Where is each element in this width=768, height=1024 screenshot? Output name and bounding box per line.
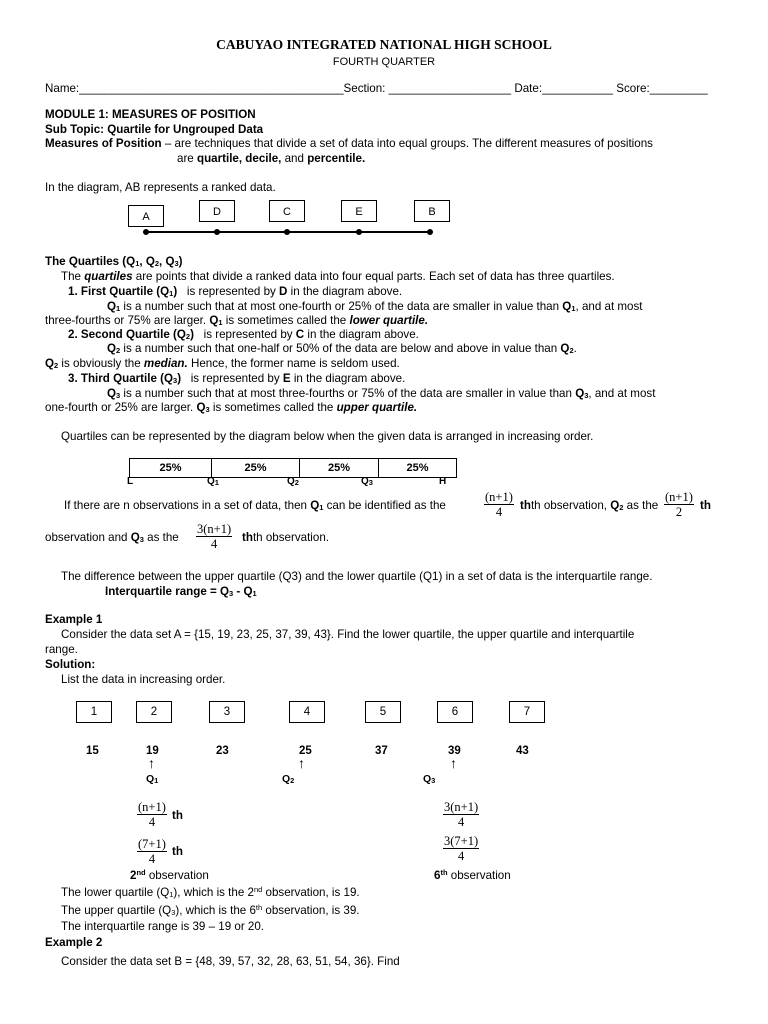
point-a [143, 229, 149, 235]
lf2-num: (7+1) [138, 837, 166, 851]
obs-right-text: observation [447, 869, 511, 882]
q2-median-pre: is obviously the [58, 357, 144, 370]
work-left-th-2: th [172, 845, 183, 858]
box-c: C [269, 200, 305, 222]
iqr-t3: ) in a set of data is the interquartile range. [438, 570, 653, 583]
q2m: Q [282, 773, 291, 785]
example-1-problem: Consider the data set A = {15, 19, 23, 25, 37, 39, 43}. Find the lower quartile, the upper quartile and interquartile [61, 628, 635, 641]
q1-desc2-text: three-fourths or 75% are larger. [45, 314, 210, 327]
iqr-t2: ) and the lower quartile (Q [297, 570, 433, 583]
segment-3: 25% [299, 458, 378, 478]
f1-num: (n+1) [485, 490, 513, 504]
obs-left-sup: nd [136, 868, 146, 877]
ur-end: observation, is 39. [262, 904, 360, 917]
iqr-result: The interquartile range is 39 – 19 or 20. [61, 920, 265, 933]
f-text1: If there are n observations in a set of data, then [64, 499, 311, 512]
f-text4: as the [623, 499, 659, 512]
q2-median-word: median. [143, 357, 188, 370]
definition-term: Measures of Position [45, 137, 162, 150]
arrow-up-icon: ↑ [148, 755, 155, 771]
list-instruction: List the data in increasing order. [61, 673, 226, 686]
student-info-line: Name:_________________________________________Section: ___________________ Date:___________ Score:_________ [45, 82, 708, 95]
q1-name: lower quartile. [349, 314, 429, 327]
value-2: 19 [146, 745, 159, 757]
q3-marker [423, 772, 435, 786]
upper-quartile-result: The upper quartile $(Q_3)$, which is the 6th observation, is 39. [61, 903, 360, 917]
q1-letter: D [279, 285, 288, 298]
value-5: 37 [375, 745, 388, 757]
q3-letter: E [282, 372, 291, 385]
label-q3 [361, 476, 373, 487]
q1-desc2: three-fourths or 75% are larger. $Q_1$ is sometimes called the lower quartile. [45, 314, 429, 327]
quartiles-heading: The Quartiles ($Q_1$, $Q_2$, $Q_3$) [45, 255, 183, 268]
lf2-den: 4 [148, 852, 156, 866]
fraction-q1 [484, 490, 514, 519]
formula-line-2: observation and $Q_3$ as the [45, 531, 179, 544]
diagram-intro: In the diagram, AB represents a ranked data. [45, 181, 276, 194]
q2-letter: C [295, 328, 305, 341]
point-b [427, 229, 433, 235]
fraction-q3 [196, 522, 232, 551]
work-left-observation [130, 869, 209, 883]
q3-desc-text: is a number such that at most three-fourths or 75% of the data are smaller in value than [120, 387, 576, 400]
bar-intro: Quartiles can be represented by the diagram below when the given data is arranged in increasing order. [61, 430, 594, 443]
ur-mid: ), which is the 6 [175, 904, 256, 917]
q1-title: 1. First Quartile (Q [68, 285, 170, 298]
f2-num: (n+1) [665, 490, 693, 504]
lq3: Q [361, 476, 369, 487]
module-title: MODULE 1: MEASURES OF POSITION [45, 108, 256, 121]
q1-called: is sometimes called the [222, 314, 350, 327]
q1-rep: is represented by [186, 285, 280, 298]
fraction-q2 [664, 490, 694, 519]
obs-right-n: 6 [434, 869, 441, 882]
f3-den: 4 [210, 537, 218, 551]
subtopic: Sub Topic: Quartile for Ungrouped Data [45, 123, 264, 136]
q3-desc: $Q_3$ is a number such that at most three-fourths or 75% of the data are smaller in value than $Q_3$, and at most [107, 387, 656, 400]
q3-desc2-text: one-fourth or 25% are larger. [45, 401, 197, 414]
qh-sub1: 1 [135, 259, 140, 268]
f2-den: 2 [675, 505, 683, 519]
formula-line-2b [242, 531, 329, 545]
q1m: Q [146, 773, 155, 785]
arrow-up-icon: ↑ [450, 755, 457, 771]
lq1: Q [207, 476, 215, 487]
value-4: 25 [299, 745, 312, 757]
work-left-fraction-1 [137, 800, 167, 829]
position-box-5: 5 [365, 701, 401, 723]
q3-title: 3. Third Quartile (Q [68, 372, 174, 385]
example-1-problem-2: range. [45, 643, 78, 656]
qh-sub3: 3 [174, 259, 179, 268]
q2-title-line: 2. Second Quartile $(Q_2)$ is represented by C in the diagram above. [68, 328, 419, 341]
q1-title-line: 1. First Quartile $(Q_1)$ is represented by D in the diagram above. [68, 285, 403, 298]
lf1-num: (n+1) [138, 800, 166, 814]
q3m-sub: 3 [431, 776, 436, 785]
obs-left-text: observation [145, 869, 209, 882]
box-d: D [199, 200, 235, 222]
rf2-den: 4 [457, 849, 465, 863]
q2-desc-text: is a number such that one-half or 50% of the data are below and above in value than [120, 342, 561, 355]
iqr-t1: The difference between the upper quartile (Q [61, 570, 292, 583]
def2-bold2: percentile. [307, 152, 366, 165]
segment-2: 25% [211, 458, 299, 478]
value-6: 39 [448, 745, 461, 757]
f-th3: th [242, 531, 253, 544]
qi-post: are points that divide a ranked data into four equal parts. Each set of data has three quartiles. [132, 270, 615, 283]
position-box-2: 2 [136, 701, 172, 723]
work-right-fraction-1 [443, 800, 479, 829]
lq2: Q [287, 476, 295, 487]
value-7: 43 [516, 745, 529, 757]
quartiles-intro [61, 270, 615, 284]
segment-1: 25% [129, 458, 211, 478]
q1-marker [146, 772, 158, 786]
lq3-sub: 3 [368, 478, 373, 487]
box-b: B [414, 200, 450, 222]
segment-4: 25% [378, 458, 457, 478]
label-h: H [439, 476, 447, 487]
work-right-fraction-2 [443, 834, 479, 863]
q1-desc-end: , and at most [575, 300, 643, 313]
q2-title: 2. Second Quartile (Q [68, 328, 186, 341]
f3-num: 3(n+1) [197, 522, 232, 536]
f-th1: th [520, 499, 531, 512]
q2-marker [282, 772, 294, 786]
work-left-fraction-2 [137, 837, 167, 866]
formula-th2: th [700, 499, 711, 512]
q1m-sub: 1 [154, 776, 159, 785]
ur-sup: th [255, 903, 263, 912]
iqr-definition: Interquartile range = $Q_3 - Q_1$ [105, 585, 257, 598]
arrow-up-icon: ↑ [298, 755, 305, 771]
qh-sub2: 2 [154, 259, 160, 268]
q2-desc: $Q_2$ is a number such that one-half or 50% of the data are below and above in value than $Q_2$. [107, 342, 577, 355]
lr-end: observation, is 19. [262, 886, 360, 899]
lr-mid: ), which is the 2 [173, 886, 254, 899]
def2-mid: and [281, 152, 308, 165]
value-3: 23 [216, 745, 229, 757]
point-e [356, 229, 362, 235]
label-q1 [207, 476, 219, 487]
f-text2: can be identified as the [323, 499, 446, 512]
f-text3: th observation, [530, 499, 611, 512]
formula-line-1: If there are n observations in a set of data, then $Q_1$ can be identified as the [64, 499, 446, 512]
lr-sup: nd [253, 885, 263, 894]
position-box-7: 7 [509, 701, 545, 723]
lf1-den: 4 [148, 815, 156, 829]
point-d [214, 229, 220, 235]
def2-pre: are [177, 152, 197, 165]
qi-em: quartiles [84, 270, 133, 283]
formula-line-1b: thth observation, $Q_2$ as the [520, 499, 659, 512]
q3-called: is sometimes called the [209, 401, 337, 414]
iqr-def: Interquartile range = Q [105, 585, 230, 598]
definition-line-2 [177, 152, 365, 166]
q2-rep-end: in the diagram above. [304, 328, 419, 341]
school-name: CABUYAO INTEGRATED NATIONAL HIGH SCHOOL [216, 37, 552, 52]
work-right-observation [434, 869, 511, 883]
q3m: Q [423, 773, 432, 785]
position-box-6: 6 [437, 701, 473, 723]
lq2-sub: 2 [294, 478, 299, 487]
value-1: 15 [86, 745, 99, 757]
definition-text: – are techniques that divide a set of data into equal groups. The different measures of positions [161, 137, 653, 150]
iqr-def-mid: - Q [233, 585, 253, 598]
q2m-sub: 2 [290, 776, 295, 785]
definition-line-1 [45, 137, 653, 151]
lr-pre: The lower quartile (Q [61, 886, 170, 899]
obs-left-n: 2 [130, 869, 137, 882]
example-2-problem: Consider the data set B = {48, 39, 57, 32, 28, 63, 51, 54, 36}. Find [61, 955, 400, 968]
q2-median: $Q_2$ is obviously the median. Hence, the former name is seldom used. [45, 357, 400, 370]
lower-quartile-result: The lower quartile $(Q_1)$, which is the 2nd observation, is 19. [61, 885, 360, 899]
q2-rep: is represented by [203, 328, 296, 341]
solution-label: Solution: [45, 658, 96, 671]
f-text6: as the [143, 531, 179, 544]
quarter-label: FOURTH QUARTER [332, 56, 436, 68]
example-2-title: Example 2 [45, 936, 103, 949]
q3-rep-end: in the diagram above. [290, 372, 406, 385]
ur-pre: The upper quartile (Q [61, 904, 172, 917]
q1-desc-text: is a number such that at most one-fourth or 25% of the data are smaller in value than [120, 300, 563, 313]
q3-desc2: one-fourth or 25% are larger. $Q_3$ is sometimes called the upper quartile. [45, 401, 418, 414]
q3-name: upper quartile. [336, 401, 418, 414]
qi-pre: The [61, 270, 85, 283]
f-text7: th observation. [252, 531, 330, 544]
box-e: E [341, 200, 377, 222]
rf2-num: 3(7+1) [444, 834, 479, 848]
position-box-1: 1 [76, 701, 112, 723]
q1-rep-end: in the diagram above. [287, 285, 403, 298]
example-1-title: Example 1 [45, 613, 103, 626]
q1-desc: $Q_1$ is a number such that at most one-fourth or 25% of the data are smaller in value than $Q_1$, and at most [107, 300, 643, 313]
work-left-th-1: th [172, 809, 183, 822]
iqr-text: The difference between the upper quartile (Q3) and the lower quartile (Q1) in a set of data is the interquartile range. [61, 570, 653, 583]
obs-right-sup: th [440, 868, 448, 877]
position-box-4: 4 [289, 701, 325, 723]
q3-title-line: 3. Third Quartile $(Q_3)$ is represented by E in the diagram above. [68, 372, 406, 385]
position-box-3: 3 [209, 701, 245, 723]
q3-desc-end: , and at most [588, 387, 656, 400]
f1-den: 4 [495, 505, 503, 519]
f-text5: observation and [45, 531, 131, 544]
rf1-num: 3(n+1) [444, 800, 479, 814]
q2-median-post: Hence, the former name is seldom used. [187, 357, 400, 370]
rf1-den: 4 [457, 815, 465, 829]
box-a: A [128, 205, 164, 227]
label-l: L [127, 476, 134, 487]
qh-text: The Quartiles (Q [45, 255, 136, 268]
point-c [284, 229, 290, 235]
lq1-sub: 1 [214, 478, 219, 487]
def2-bold: quartile, decile, [196, 152, 282, 165]
q3-rep: is represented by [190, 372, 283, 385]
label-q2 [287, 476, 299, 487]
